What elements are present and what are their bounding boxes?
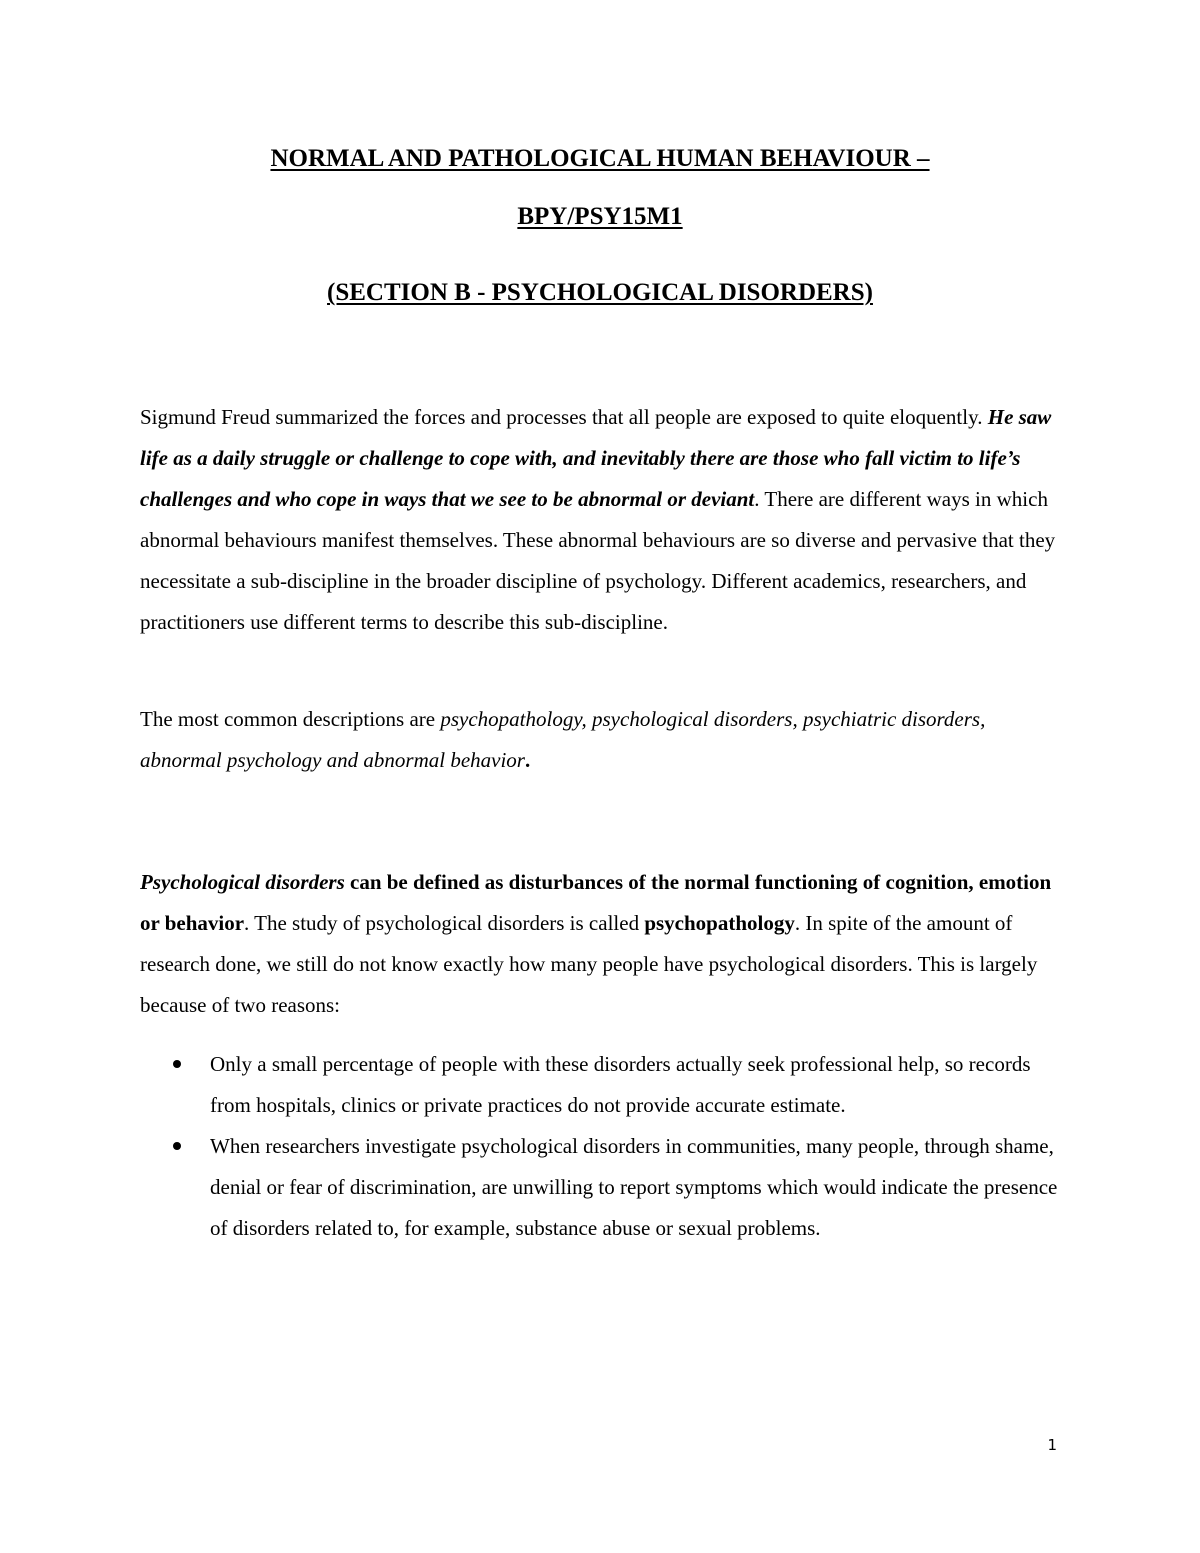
field-name: psychopathology <box>644 911 795 935</box>
document-title-line-1: NORMAL AND PATHOLOGICAL HUMAN BEHAVIOUR – <box>270 145 930 172</box>
paragraph-freud <box>140 397 1070 643</box>
page-number: 1 <box>1047 1436 1057 1454</box>
paragraph-descriptions-intro: The most common descriptions are <box>140 707 441 731</box>
document-title-line-2: BPY/PSY15M1 <box>517 203 683 230</box>
paragraph-descriptions <box>140 699 1070 781</box>
list-item-text: Only a small percentage of people with these disorders actually seek professional help, so records from hospitals, clinics or private practices do not provide accurate estimate. <box>210 1052 1031 1117</box>
paragraph-freud-intro: Sigmund Freud summarized the forces and processes that all people are exposed to quite eloquently. <box>140 405 988 429</box>
bullet-icon <box>173 1142 181 1150</box>
paragraph-definition <box>140 862 1070 1026</box>
paragraph-definition-text-1: . The study of psychological disorders is called <box>244 911 645 935</box>
paragraph-freud-emphasis: He saw life as a daily struggle or challenge to cope with, and inevitably there are those who fall victim to life’s challenges and who cope in ways that we see to be abnormal or deviant <box>140 405 1052 511</box>
paragraph-freud-rest: . There are different ways in which abnormal behaviours manifest themselves. These abnormal behaviours are so diverse and pervasive that they necessitate a sub-discipline in the broader discipline of psychology. Different academics, researchers, and practitioners use different terms to describe this sub-discipline. <box>140 487 1056 634</box>
bullet-icon <box>173 1060 181 1068</box>
paragraph-descriptions-terms: psychopathology, psychological disorders, psychiatric disorders, abnormal psychology and abnormal behavior <box>140 707 986 772</box>
list-item <box>140 1126 1070 1249</box>
section-title: (SECTION B - PSYCHOLOGICAL DISORDERS) <box>327 279 873 306</box>
list-item <box>140 1044 1070 1126</box>
definition-term: Psychological disorders <box>140 870 345 894</box>
definition-text: can be defined as disturbances of the normal functioning of cognition, emotion or behavior <box>140 870 1052 935</box>
reasons-list <box>140 1044 1070 1249</box>
list-item-text: When researchers investigate psychological disorders in communities, many people, through shame, denial or fear of discrimination, are unwilling to report symptoms which would indicate the presence of disorders related to, for example, substance abuse or sexual problems. <box>210 1134 1058 1240</box>
paragraph-definition-text-2: . In spite of the amount of research done, we still do not know exactly how many people have psychological disorders. This is largely because of two reasons: <box>140 911 1038 1017</box>
paragraph-descriptions-end: . <box>524 748 531 772</box>
